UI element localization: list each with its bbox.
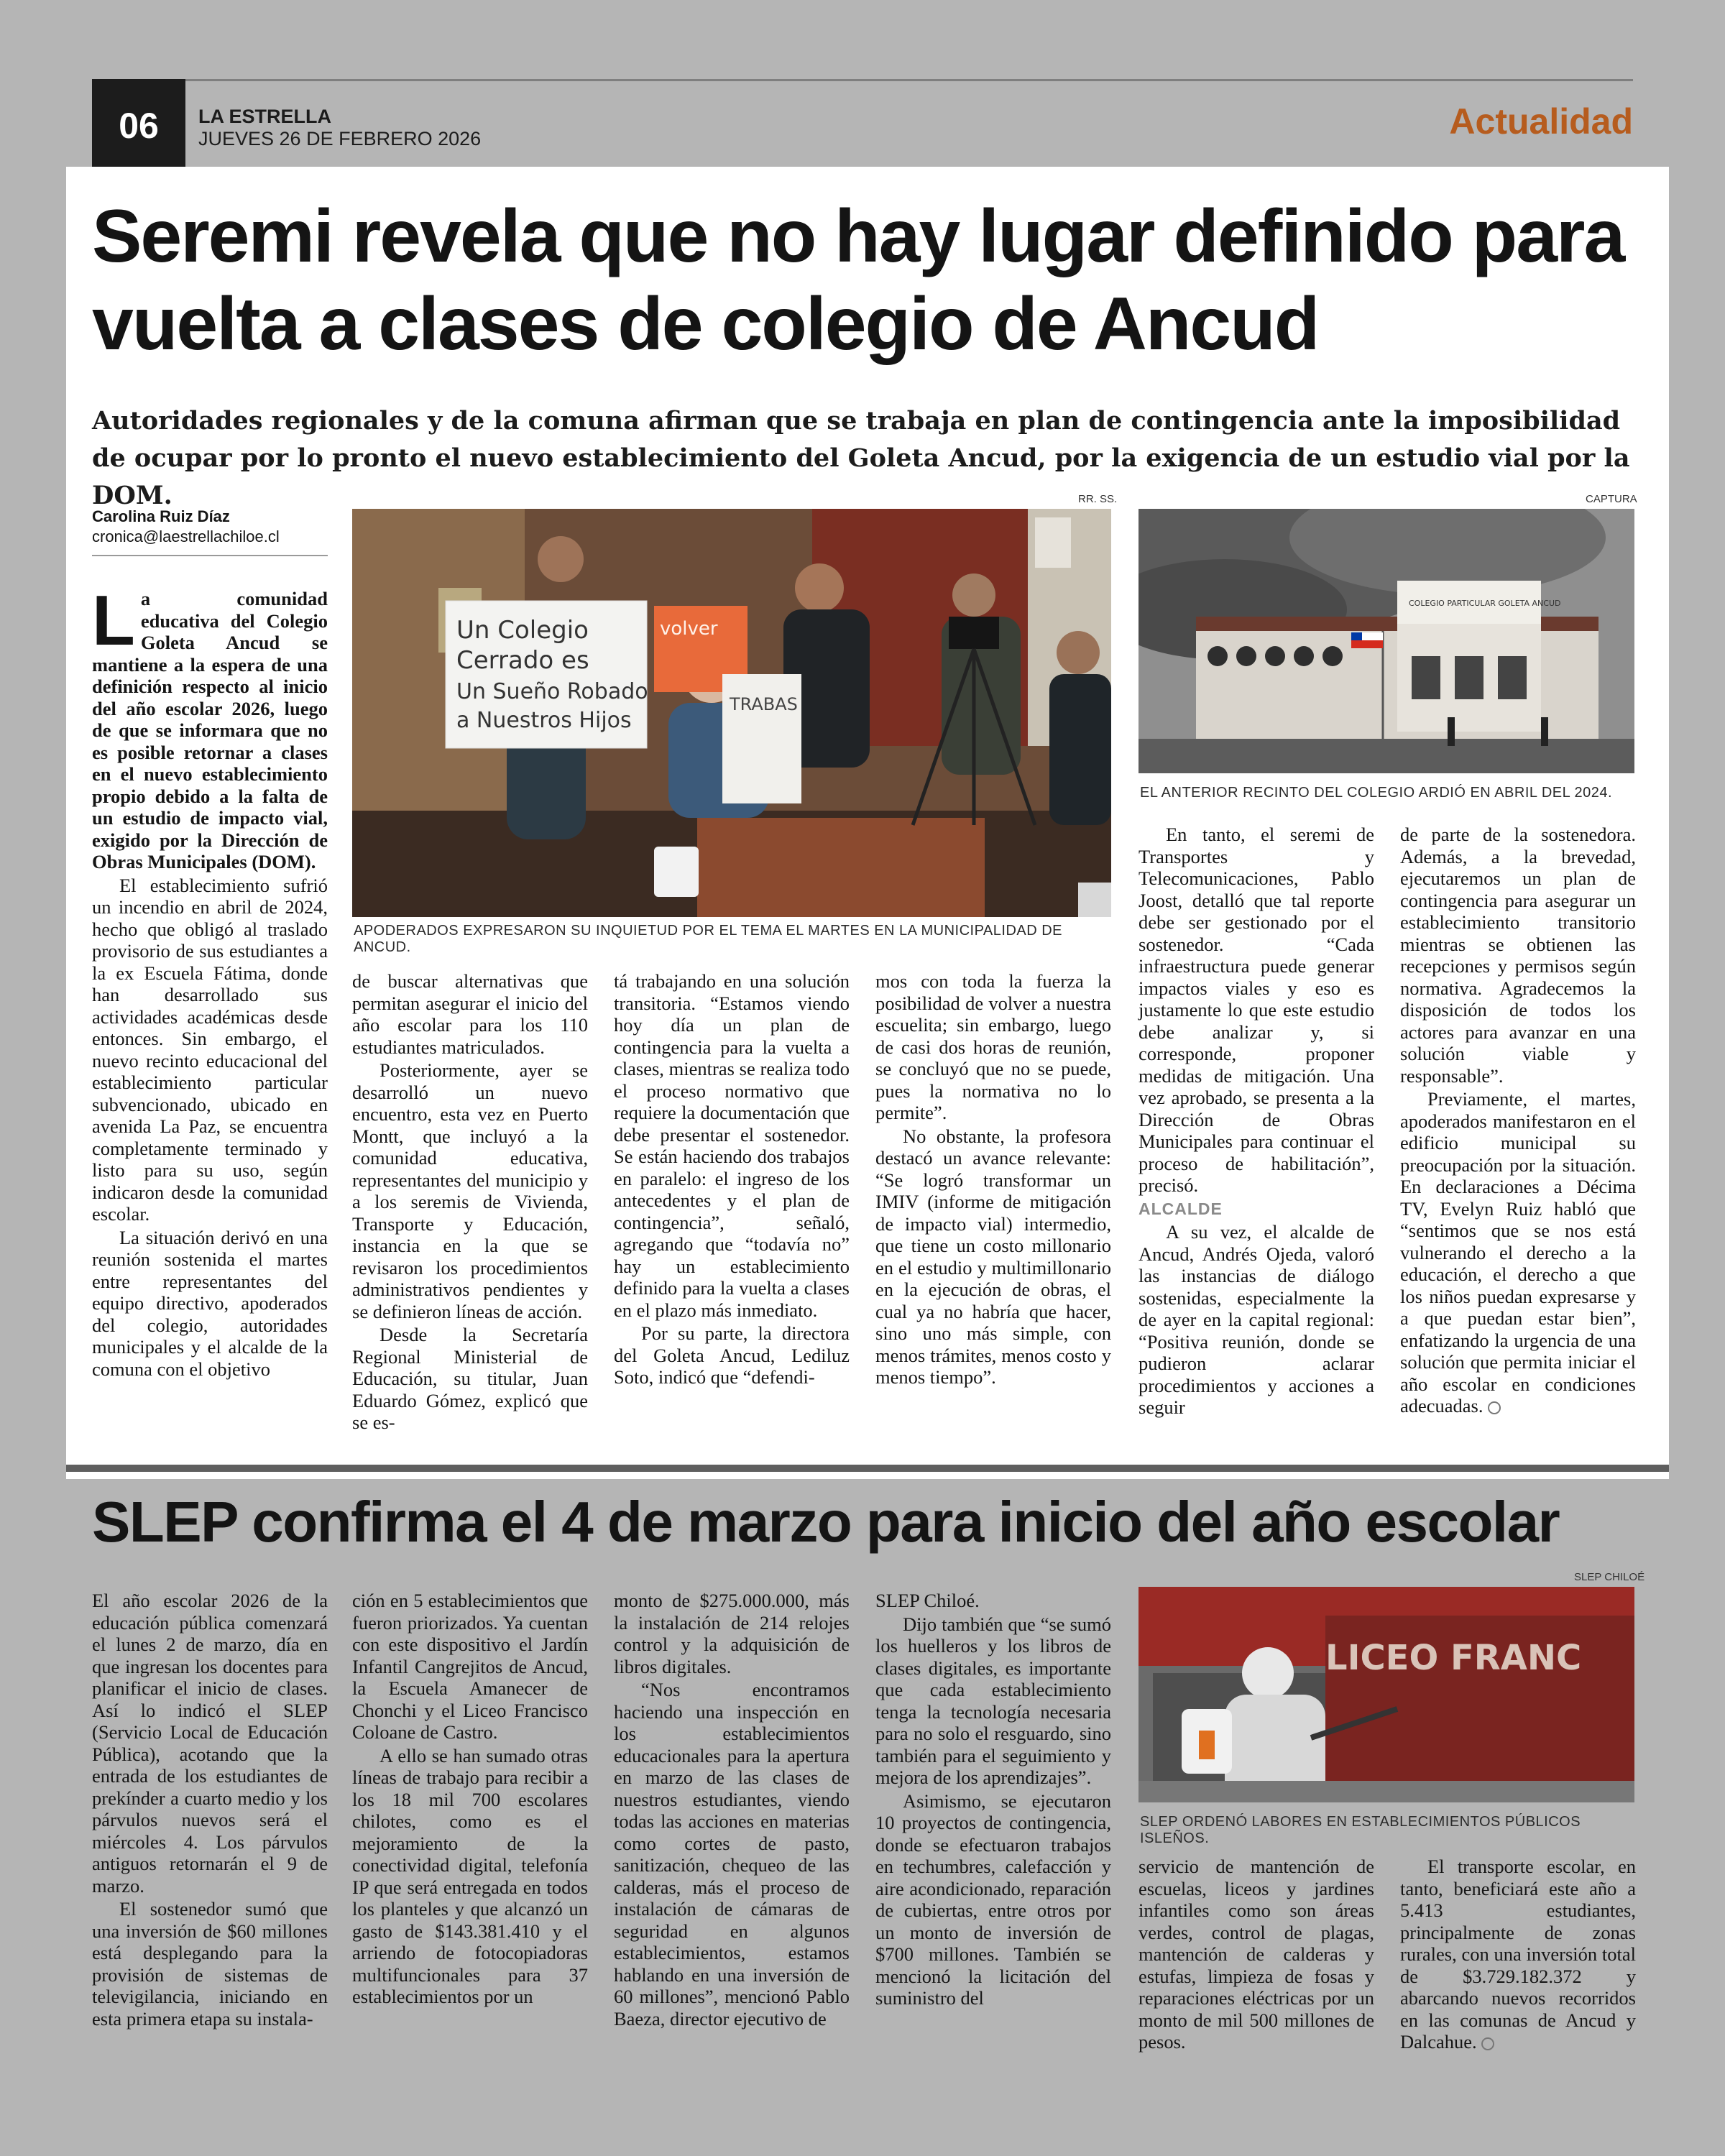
- article1-column-5: [1138, 824, 1374, 1420]
- paragraph: El transporte escolar, en tanto, beneficiará este año a 5.413 estudiantes, principalmente de zonas rurales, con una inversión total de $3.729.182.372 y abarcando nuevos recorridos en las comunas de Ancud y Dalcahue.: [1400, 1856, 1636, 2053]
- newspaper-name: LA ESTRELLA: [198, 106, 331, 127]
- svg-text:TRABAS: TRABAS: [730, 694, 798, 714]
- byline-rule: [92, 555, 328, 556]
- header-rule: [92, 79, 1633, 81]
- article2-column-5: [1138, 1856, 1374, 2055]
- article2-column-1: [92, 1590, 328, 2031]
- paragraph: La situación derivó en una reunión sostenida el martes entre representantes del equipo directivo, apoderados del colegio, autoridades municipales y el alcalde de la comuna con el objetivo: [92, 1226, 328, 1380]
- paragraph: A ello se han sumado otras líneas de trabajo para recibir a los 18 mil 700 escolares chilotes, como es el mejoramiento de la conectividad digital, telefonía IP que será entregada en todos los planteles y que alcanzó un gasto de $143.381.410 y el arriendo de fotocopiadoras multifuncionales para 37 establecimientos por un: [352, 1744, 588, 2007]
- end-mark-icon: [1481, 2037, 1494, 2050]
- article2-headline: SLEP confirma el 4 de marzo para inicio del año escolar: [92, 1490, 1560, 1554]
- paragraph: Dijo también que “se sumó los huelleros y los libros de clases digitales, es importante que cada establecimiento tenga la tecnología necesaria para no solo el resguardo, sino también para el seguimiento y mejora de los aprendizajes”.: [875, 1613, 1111, 1788]
- paragraph: El sostenedor sumó que una inversión de $60 millones está desplegando para la provisión de sistemas de televigilancia, iniciando en esta primera etapa su instala-: [92, 1898, 328, 2030]
- paragraph: En tanto, el seremi de Transportes y Telecomunicaciones, Pablo Joost, detalló que tal reporte debe ser gestionado por el sostenedor. “Cada infraestructura puede generar impactos viales y eso es justamente lo que este estudio debe analizar y, si corresponde, proponer medidas de mitigación. Una vez aprobado, se presenta a la Dirección de Obras Municipales para continuar el proceso de habilitación”, precisó.: [1138, 824, 1374, 1196]
- article1-column-2: [352, 970, 588, 1435]
- photo1-credit: RR. SS.: [1078, 493, 1118, 505]
- page-number: 06: [92, 79, 185, 172]
- paragraph: Asimismo, se ejecutaron 10 proyectos de contingencia, donde se efectuaron trabajos en techumbres, calefacción y aire acondicionado, reparación de cubiertas, entre otros por un monto de inversión de $700 millones. También se mencionó la licitación del suministro del: [875, 1789, 1111, 2009]
- photo2-caption: EL ANTERIOR RECINTO DEL COLEGIO ARDIÓ EN ABRIL DEL 2024.: [1140, 785, 1613, 801]
- photo3-credit: SLEP CHILOÉ: [1574, 1571, 1645, 1583]
- article1-lead-paragraph: a comunidad educativa del Colegio Goleta Ancud se mantiene a la espera de una definición respecto al inicio del año escolar 2026, luego de que se informara que no es posible retornar a clases en el nuevo establecimiento propio debido a la falta de un estudio de impacto vial, exigido por la Dirección de Obras Municipales (DOM).: [92, 588, 328, 872]
- svg-text:COLEGIO PARTICULAR GOLETA ANCU: COLEGIO PARTICULAR GOLETA ANCUD: [1409, 599, 1561, 608]
- photo-fumigation: [1138, 1587, 1634, 1802]
- paragraph: No obstante, la profesora destacó un avance relevante: “Se logró transformar un IMIV (informe de mitigación de impacto vial) intermedio, que tiene un costo millonario en el estudio y multimillonario en la ejecución de obras, el cual ya no habría que hacer, sino uno más simple, con menos trámites, menos costo y menos tiempo”.: [875, 1125, 1111, 1388]
- article1-column-1: [92, 581, 328, 1381]
- svg-text:volver: volver: [660, 618, 718, 640]
- photo2-credit: CAPTURA: [1586, 493, 1637, 505]
- photo-fire: [1138, 509, 1634, 773]
- photo-meeting: [352, 509, 1111, 917]
- dropcap: L: [92, 581, 135, 660]
- paragraph: Desde la Secretaría Regional Ministerial de Educación, su titular, Juan Eduardo Gómez, explicó que se es-: [352, 1324, 588, 1433]
- paragraph: Posteriormente, ayer se desarrolló un nuevo encuentro, esta vez en Puerto Montt, que incluyó a la comunidad educativa, representantes del municipio y a los seremis de Vivienda, Transporte y Educación, instancia en la que se revisaron los procedimientos administrativos pendientes y se definieron líneas de acción.: [352, 1059, 588, 1322]
- paragraph: de parte de la sostenedora. Además, a la brevedad, ejecutaremos un plan de contingencia para asegurar un establecimiento transitorio mientras se obtienen las recepciones y permisos según normativa. Agradecemos la disposición de todos los actores para avanzar en una solución viable y responsable”.: [1400, 824, 1636, 1087]
- paragraph: monto de $275.000.000, más la instalación de 214 relojes control y la adquisición de libros digitales.: [614, 1590, 850, 1677]
- article1-deck: Autoridades regionales y de la comuna afirman que se trabaja en plan de contingencia ante la imposibilidad de ocupar por lo pronto el nuevo establecimiento del Goleta Ancud, por la exigencia de un estudio vial por la DOM.: [92, 406, 1630, 510]
- svg-text:LICEO FRANC: LICEO FRANC: [1325, 1638, 1582, 1678]
- author-name: Carolina Ruiz Díaz: [92, 507, 230, 525]
- issue-date: JUEVES 26 DE FEBRERO 2026: [198, 128, 482, 149]
- section-label: Actualidad: [1449, 101, 1633, 142]
- end-mark-icon: [1488, 1401, 1501, 1414]
- svg-text:Un Sueño Robado: Un Sueño Robado: [456, 679, 648, 704]
- article2-column-2: [352, 1590, 588, 2009]
- article1-column-3: [614, 970, 850, 1390]
- paragraph: A su vez, el alcalde de Ancud, Andrés Ojeda, valoró las instancias de diálogo sostenidas, especialmente la de ayer en la capital regional: “Positiva reunión, donde se pudieron aclarar procedimientos y acciones a seguir: [1138, 1221, 1374, 1418]
- paragraph: Previamente, el martes, apoderados manifestaron en el edificio municipal su preocupación por la situación. En declaraciones a Décima TV, Evelyn Ruiz habló que “sentimos que se nos está vulnerando el derecho a la educación, el derecho a que los niños puedan expresarse y a que puedan estar bien”, enfatizando la urgencia de una solución que permita iniciar el año escolar en condiciones adecuadas.: [1400, 1088, 1636, 1416]
- photo1-caption: APODERADOS EXPRESARON SU INQUIETUD POR EL TEMA EL MARTES EN LA MUNICIPALIDAD DE ANCUD.: [354, 923, 1063, 955]
- article1-column-6: [1400, 824, 1636, 1419]
- photo3-caption: SLEP ORDENÓ LABORES EN ESTABLECIMIENTOS PÚBLICOS ISLEÑOS.: [1140, 1814, 1581, 1846]
- svg-text:a Nuestros Hijos: a Nuestros Hijos: [456, 708, 632, 733]
- paragraph: servicio de mantención de escuelas, liceos y jardines infantiles como son áreas verdes, control de plagas, mantención de calderas y estufas, limpieza de fosas y reparaciones eléctricas por un monto de mil 500 millones de pesos.: [1138, 1856, 1374, 2053]
- author-email: cronica@laestrellachiloe.cl: [92, 528, 280, 545]
- article1-column-4: [875, 970, 1111, 1390]
- paragraph: SLEP Chiloé.: [875, 1590, 980, 1611]
- paragraph: “Nos encontramos haciendo una inspección en los establecimientos educacionales para la apertura en marzo de las clases de nuestros estudiantes, viendo todas las acciones en materias como cortes de pasto, sanitización, chequeo de las calderas, más el proceso de instalación de cámaras de seguridad en algunos establecimientos, estamos hablando en una inversión de 60 millones”, mencionó Pablo Baeza, director ejecutivo de: [614, 1679, 850, 2030]
- subhead-alcalde: ALCALDE: [1138, 1199, 1223, 1218]
- article1-headline: Seremi revela que no hay lugar definido para vuelta a clases de colegio de Ancud: [92, 195, 1624, 366]
- paragraph: de buscar alternativas que permitan asegurar el inicio del año escolar para los 110 estudiantes matriculados.: [352, 970, 588, 1058]
- fumigation-photo-illustration: [1138, 1587, 1634, 1802]
- paragraph: mos con toda la fuerza la posibilidad de volver a nuestra escuelita; sin embargo, luego de casi dos horas de reunión, se concluyó que no se puede, pues la normativa no lo permite”.: [875, 970, 1111, 1123]
- paragraph: Por su parte, la directora del Goleta Ancud, Lediluz Soto, indicó que “defendi-: [614, 1322, 850, 1388]
- paragraph: El año escolar 2026 de la educación pública comenzará el lunes 2 de marzo, día en que ingresan los docentes para planificar el inicio de clases. Así lo indicó el SLEP (Servicio Local de Educación Pública), acotando que la entrada de los estudiantes de prekínder a cuarto medio y los párvulos nuevos será el miércoles 4. Los párvulos antiguos retornarán el 9 de marzo.: [92, 1590, 328, 1897]
- paragraph: ción en 5 establecimientos que fueron priorizados. Ya cuentan con este dispositivo el Jardín Infantil Cangrejitos de Ancud, la Escuela Amanecer de Chonchi y el Liceo Francisco Coloane de Castro.: [352, 1590, 588, 1743]
- article-divider: [66, 1465, 1669, 1472]
- paragraph: El establecimiento sufrió un incendio en abril de 2024, hecho que obligó al traslado provisorio de sus estudiantes a la ex Escuela Fátima, donde han desarrollado sus actividades académicas desde entonces. Sin embargo, el nuevo recinto educacional del establecimiento particular subvencionado, ubicado en avenida La Paz, se encuentra completamente terminado y listo para su uso, según indicaron desde la comunidad escolar.: [92, 874, 328, 1225]
- article2-column-4: [875, 1590, 1111, 2011]
- svg-text:Cerrado es: Cerrado es: [456, 646, 589, 675]
- article2-column-3: [614, 1590, 850, 2031]
- svg-text:Un Colegio: Un Colegio: [456, 616, 589, 645]
- meeting-photo-illustration: [352, 509, 1111, 917]
- fire-photo-illustration: [1138, 509, 1634, 773]
- paragraph: tá trabajando en una solución transitoria. “Estamos viendo hoy día un plan de contingencia para la vuelta a clases, mientras se realiza todo el proceso normativo que requiere la documentación que debe presentar el sostenedor. Se están haciendo dos trabajos en paralelo: el ingreso de los antecedentes y el plan de contingencia”, señaló, agregando que “todavía no” hay un establecimiento definido para la vuelta a clases en el plazo más inmediato.: [614, 970, 850, 1321]
- article2-column-6: [1400, 1856, 1636, 2055]
